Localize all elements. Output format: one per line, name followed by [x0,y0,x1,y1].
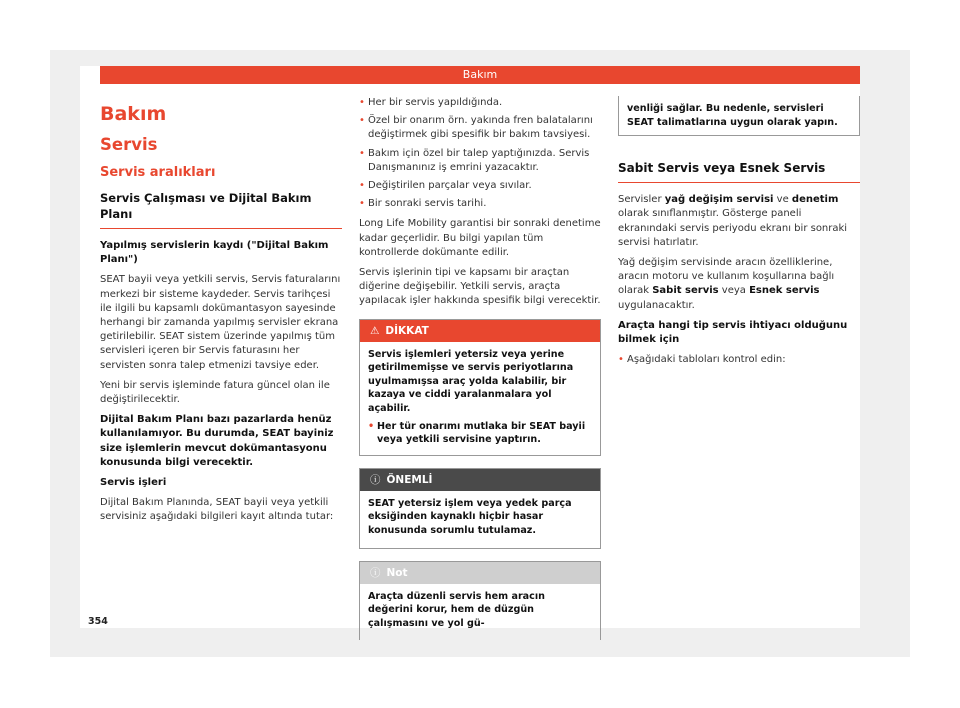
paragraph: SEAT bayii veya yetkili servis, Servis faturalarını merkezi bir sisteme kaydeder. Servis tarihçesi ile ilgili bu kapsamlı dokümantasyon sayesinde herhangi bir zamanda yapılmış servisler ekrana getirilebilir. SEAT sistem üzerinde yapılmış tüm servisleri içeren bir Servis faturasını her servisten sonra talep etmenizi tavsiye eder. [100,274,341,371]
bullet-icon: • [359,97,365,108]
paragraph: Yağ değişim servisinde aracın özelliklerine, aracın motoru ve kullanım koşullarına bağlı olarak Sabit servis veya Esnek servis uygulanacaktır. [618,257,835,311]
bullet-icon: • [359,180,365,192]
paragraph: Servisler yağ değişim servisi ve denetim olarak sınıflanmıştır. Gösterge paneli ekranındaki servis periyodu ekranı bir sonraki servisi hatırlatır. [618,194,848,248]
important-body: SEAT yetersiz işlem veya yedek parça eksiğinden kaynaklı hiçbir hasar konusunda sorumlu tutulamaz. [368,497,572,536]
paragraph-title: Servis işleri [100,477,167,489]
info-circle-icon: ⓘ [370,473,381,486]
list-item: • Değiştirilen parçalar veya sıvılar. [359,179,601,193]
bullet-icon: • [359,147,365,159]
page-number: 354 [88,616,108,627]
bullet-list [359,96,601,211]
list-item: • Aşağıdaki tabloları kontrol edin: [618,353,860,367]
column-3 [618,96,860,373]
list-item: • Her tür onarımı mutlaka bir SEAT bayii veya yetkili servisine yaptırın. [368,420,586,446]
list-item: • Bir sonraki servis tarihi. [359,197,601,211]
list-item: • Özel bir onarım örn. yakında fren balatalarını değiştirmek gibi spesifik bir bakım tavsiyesi. [359,115,593,141]
paragraph-title: Araçta hangi tip servis ihtiyacı olduğunu bilmek için [618,319,848,346]
note-continuation: venliği sağlar. Bu nedenle, servisleri SEAT talimatlarına uygun olarak yapın. [618,96,860,136]
bullet-icon: • [618,354,624,366]
note-header: ⓘ Not [360,562,600,584]
note-box [359,561,601,641]
column-1 [100,96,342,531]
list-item: • Her bir servis yapıldığında. [359,96,601,110]
subsection-title: Servis aralıkları [100,165,216,180]
topic-heading: Servis Çalışması ve Dijital Bakım Planı [100,190,342,229]
section-title: Servis [100,135,158,154]
warning-header: ⚠ DİKKAT [360,320,600,342]
note-body: Araçta düzenli servis hem aracın değerini korur, hem de düzgün çalışmasını ve yol gü- [368,590,545,629]
column-2 [359,96,601,652]
chapter-title: Bakım [100,103,167,125]
note-icon: ⓘ [370,566,381,579]
warning-triangle-icon: ⚠ [370,324,380,337]
important-header: ⓘ ÖNEMLİ [360,469,600,491]
paragraph: Long Life Mobility garantisi bir sonraki denetime kadar geçerlidir. Bu bilgi yapılan tüm kontrollerde dokümante edilir. [359,218,601,258]
paragraph: Yeni bir servis işleminde fatura güncel olan ile değiştirilecektir. [100,379,330,406]
important-box [359,468,601,549]
bullet-list [618,353,860,367]
paragraph-bold: Dijital Bakım Planı bazı pazarlarda henüz kullanılamıyor. Bu durumda, SEAT bayiniz size işlemlerin mevcut dokümantasyonu konusunda bilgi verecektir. [100,414,334,468]
bullet-icon: • [359,198,365,210]
bullet-icon: • [359,115,365,127]
list-item: • Bakım için özel bir talep yaptığınızda. Servis Danışmanınız iş emrini yazacaktır. [359,147,590,173]
topic-heading: Sabit Servis veya Esnek Servis [618,148,860,183]
paragraph: Servis işlerinin tipi ve kapsamı bir araçtan diğerine değişebilir. Yetkili servis, araçta yapılacak işler hakkında spesifik bilgi verecektir. [359,267,601,307]
warning-box [359,319,601,456]
paragraph-title: Yapılmış servislerin kaydı ("Dijital Bakım Planı") [100,240,329,266]
paragraph: Dijital Bakım Planında, SEAT bayii veya yetkili servisiniz aşağıdaki bilgileri kayıt altında tutar: [100,497,334,523]
warning-body: Servis işlemleri yetersiz veya yerine getirilmemişse ve servis periyotlarına uyulmamışsa araç yolda kalabilir, bir kazaya ve ciddi yaralanmalara yol açabilir. • Her tür onarımı mutlaka bir SEAT bayii veya yetkili servisine yaptırın. [360,342,600,455]
bullet-icon: • [368,420,375,432]
section-header: Bakım [100,66,860,84]
